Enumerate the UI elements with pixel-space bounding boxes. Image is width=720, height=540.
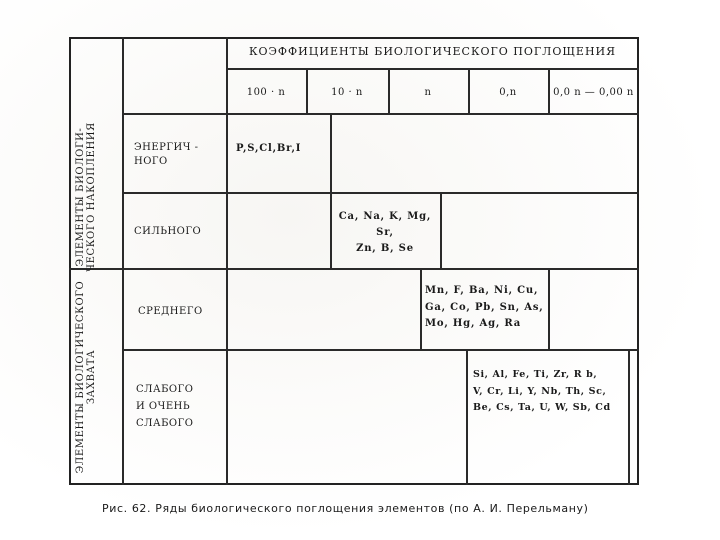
cell4-right-line [628,349,630,485]
cell1-right-line [330,113,332,192]
cell3-right-line [548,268,550,349]
group-capture-label: ЭЛЕМЕНТЫ БИОЛОГИЧЕСКОГО ЗАХВАТА [75,280,97,474]
row1-bottom-line [122,192,639,194]
coef-100n: 100 · n [246,87,286,98]
header-title: КОЭФФИЦИЕНТЫ БИОЛОГИЧЕСКОГО ПОГЛОЩЕНИЯ [248,45,617,58]
elements-strong: Ca, Na, K, Mg, Sr, Zn, B, Se [338,211,432,254]
elements-weak: Si, Al, Fe, Ti, Zr, R b, V, Cr, Li, Y, Nb, Th, Sc, Be, Cs, Ta, U, W, Sb, Cd [473,369,611,414]
elements-medium: Mn, F, Ba, Ni, Cu, Ga, Co, Pb, Sn, As, Mo, Hg, Ag, Ra [425,285,544,329]
figure-caption: Рис. 62. Ряды биологического поглощения элементов (по А. И. Перельману) [102,502,589,515]
group-divider [69,268,639,270]
row-label-weak: СЛАБОГО И ОЧЕНЬ СЛАБОГО [136,384,194,429]
coef-0n: 0,n [499,87,517,98]
cell4-left-line [466,349,468,485]
coef-n: n [424,87,432,98]
row-label-strong: СИЛЬНОГО [134,226,202,237]
row3-bottom-line [122,349,639,351]
group-accumulation-label: ЭЛЕМЕНТЫ БИОЛОГИ- ЧЕСКОГО НАКОПЛЕНИЯ [75,122,97,272]
row-label-column-line [226,37,228,485]
row-label-energetic: ЭНЕРГИЧ - НОГО [134,142,199,167]
group-label-column-line [122,37,124,485]
elements-energetic: P,S,Cl,Br,I [236,143,302,154]
coef-00n: 0,0 n — 0,00 n [553,87,634,98]
row-label-medium: СРЕДНЕГО [138,306,203,317]
header-divider [226,68,639,70]
header-bottom-line [122,113,639,115]
coef-10n: 10 · n [331,87,363,98]
cell3-left-line [420,268,422,349]
cell2-right-line [440,192,442,268]
